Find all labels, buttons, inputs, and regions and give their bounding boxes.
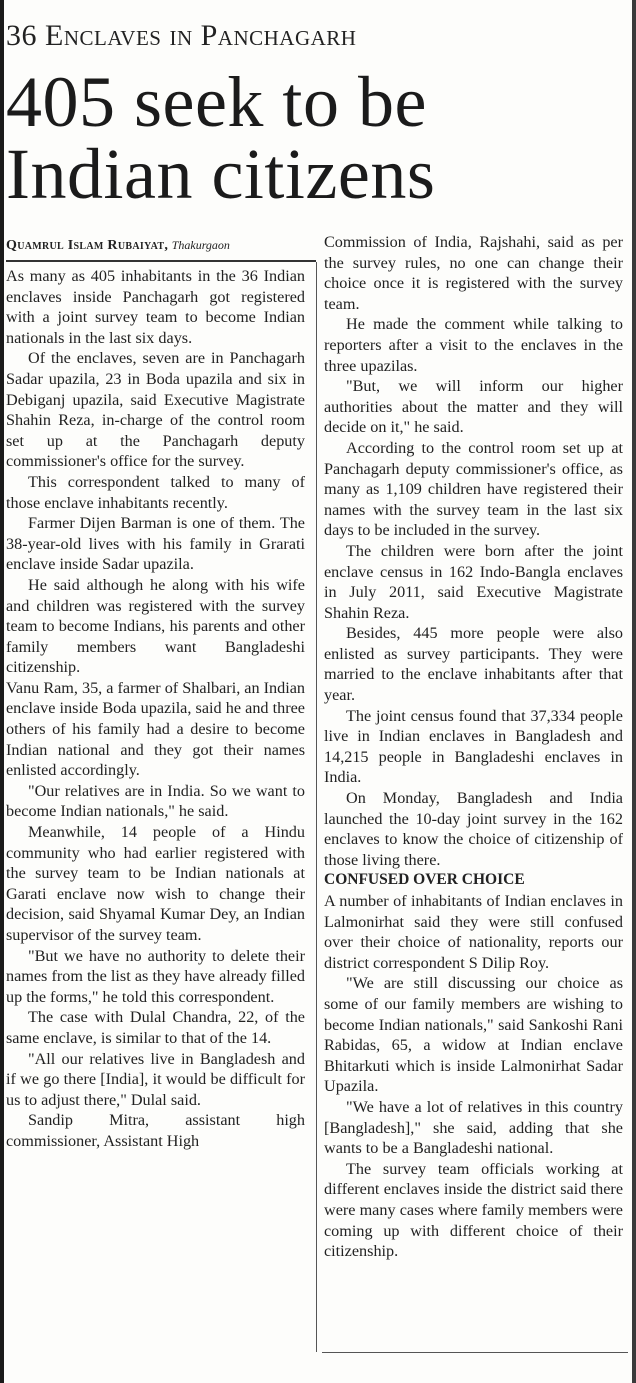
paragraph: Vanu Ram, 35, a farmer of Shalbari, an Indian enclave inside Boda upazila, said he and three others of his family had a desire to become Indian national and they got their names enlisted accordingly. (6, 678, 305, 780)
paragraph: "We are still discussing our choice as some of our family members are wishing to become Indian nationals," said Sankoshi Rani Rabidas, 65, a widow at Indian enclave Bhitarkuti which is inside Lalmonirhat Sadar Upazila. (324, 974, 623, 1096)
kicker: 36 Enclaves in Panchagarh (6, 19, 357, 52)
paragraph: Sandip Mitra, assistant high commissioner, Assistant High (6, 1111, 305, 1150)
left-border (0, 0, 4, 1383)
paragraph: "But we have no authority to delete their names from the list as they have already filled up the forms," he told this correspondent. (6, 946, 305, 1006)
right-border (632, 0, 636, 1383)
byline-author: Quamrul Islam Rubaiyat, (6, 238, 169, 253)
paragraph: Meanwhile, 14 people of a Hindu community who had earlier registered with the survey team to be Indian nationals at Garati enclave now wish to change their decision, said Shyamal Kumar Dey, an Indian supervisor of the survey team. (6, 823, 305, 944)
paragraph: On Monday, Bangladesh and India launched the 10-day joint survey in the 162 enclaves to know the choice of citizenship of those living there. (324, 789, 623, 869)
subheading: CONFUSED OVER CHOICE (324, 871, 525, 889)
column-divider (316, 262, 317, 1352)
paragraph: According to the control room set up at Panchagarh deputy commissioner's office, as many as 1,109 children have registered their names with the survey team in the last six days to be included in the survey. (324, 438, 623, 540)
headline: 405 seek to be Indian citizens (6, 62, 436, 214)
paragraph: The joint census found that 37,334 people live in Indian enclaves in Bangladesh and 14,215 people in Bangladeshi enclaves in India. (324, 706, 623, 787)
paragraph: A number of inhabitants of Indian enclaves in Lalmonirhat said they were still confused over their choice of nationality, reports our district correspondent S Dilip Roy. (324, 892, 623, 972)
paragraph: "All our relatives live in Bangladesh and if we go there [India], it would be difficult for us to adjust there," Dulal said. (6, 1049, 305, 1109)
paragraph: The children were born after the joint enclave census in 162 Indo-Bangla enclaves in July 2011, said Executive Magistrate Shahin Reza. (324, 541, 623, 622)
paragraph: The case with Dulal Chandra, 22, of the same enclave, is similar to that of the 14. (6, 1008, 305, 1047)
paragraph: He said although he along with his wife and children was registered with the survey team to become Indians, his parents and other family members want Bangladeshi citizenship. (6, 575, 305, 677)
paragraph: He made the comment while talking to reporters after a visit to the enclaves in the three upazilas. (324, 315, 623, 375)
left-column (6, 266, 305, 1152)
byline-location: Thakurgaon (171, 238, 230, 252)
paragraph: As many as 405 inhabitants in the 36 Indian enclaves inside Panchagarh got registered with a joint survey team to become Indian nationals in the last six days. (6, 267, 305, 347)
paragraph: This correspondent talked to many of those enclave inhabitants recently. (6, 472, 305, 512)
byline-divider (6, 260, 316, 262)
paragraph: "But, we will inform our higher authorities about the matter and they will decide on it," he said. (324, 377, 623, 437)
paragraph: "Our relatives are in India. So we want to become Indian nationals," he said. (6, 781, 305, 821)
paragraph: The survey team officials working at different enclaves inside the district said there were many cases where family members were coming up with different choice of their citizenship. (324, 1159, 623, 1261)
right-column (324, 232, 623, 1262)
paragraph: Of the enclaves, seven are in Panchagarh Sadar upazila, 23 in Boda upazila and six in Debiganj upazila, said Executive Magistrate Shahin Reza, in-charge of the control room set up at the Panchagarh deputy commissioner's office for the survey. (6, 349, 305, 471)
paragraph: Farmer Dijen Barman is one of them. The 38-year-old lives with his family in Grarati enclave inside Sadar upazila. (6, 514, 305, 574)
paragraph: "We have a lot of relatives in this country [Bangladesh]," she said, adding that she wants to be a Bangladeshi national. (324, 1097, 623, 1158)
paragraph: Besides, 445 more people were also enlisted as survey participants. They were married to the enclave inhabitants after that year. (324, 624, 623, 705)
byline (6, 235, 318, 256)
paragraph: Commission of India, Rajshahi, said as per the survey rules, no one can change their choice once it is registered with the survey team. (324, 233, 623, 313)
bottom-divider (322, 1352, 628, 1353)
